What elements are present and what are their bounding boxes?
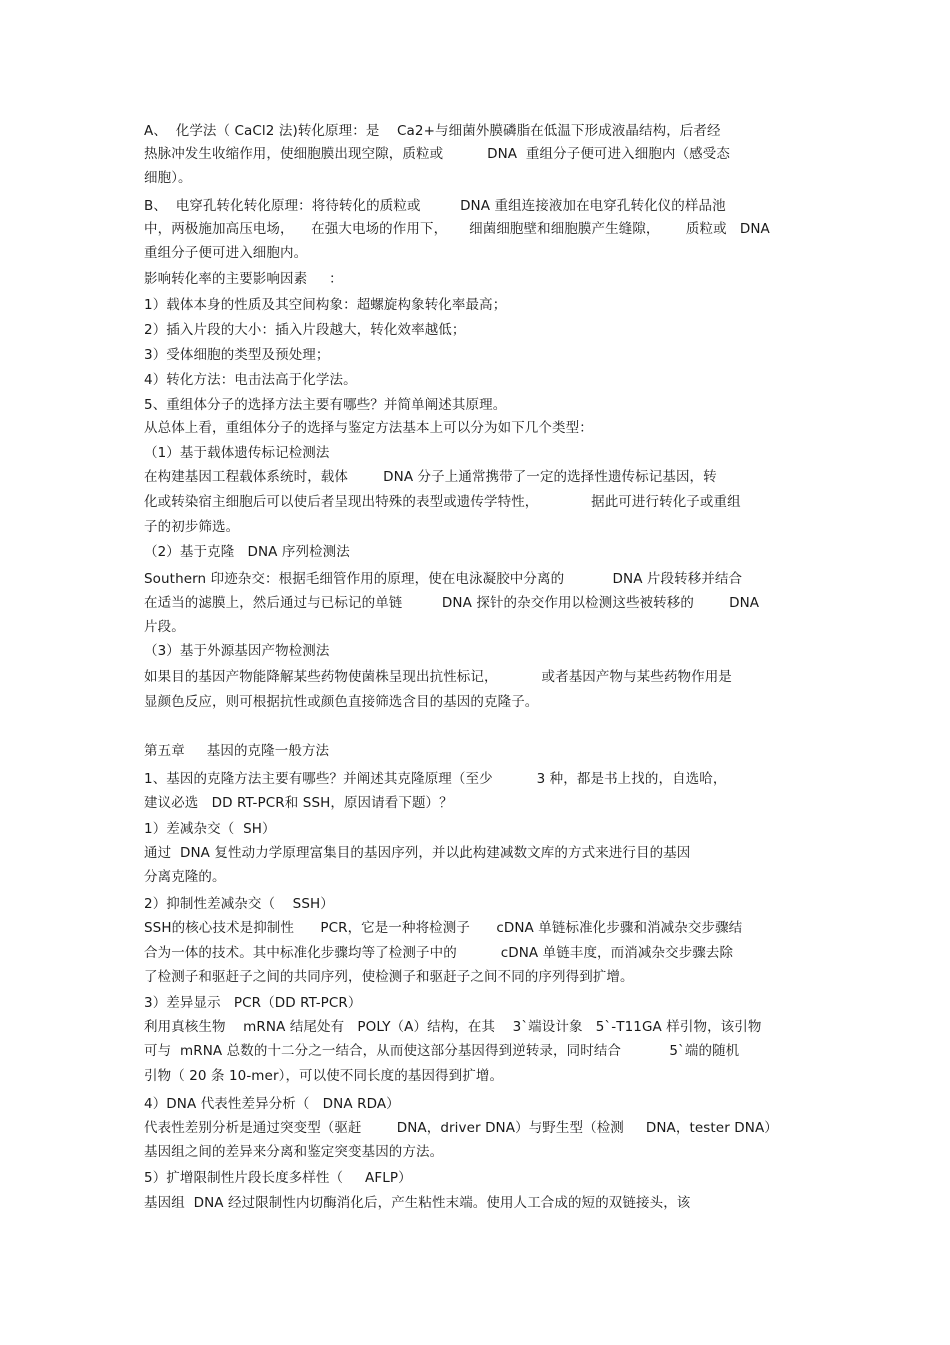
text-line: 基因组之间的差异来分离和鉴定突变基因的方法。	[144, 1144, 444, 1160]
text-line: 代表性差别分析是通过突变型（驱赶 DNA，driver DNA）与野生型（检测 DNA，tester DNA）	[144, 1120, 778, 1136]
text-line: 影响转化率的主要影响因素 ：	[144, 271, 343, 287]
text-line: 第五章 基因的克隆一般方法	[144, 743, 330, 759]
text-line: 5）扩增限制性片段长度多样性（ AFLP）	[144, 1170, 412, 1186]
text-line: （2）基于克隆 DNA 序列检测法	[144, 544, 350, 560]
text-line: 可与 mRNA 总数的十二分之一结合，从而使这部分基因得到逆转录，同时结合 5`端的随机	[144, 1043, 740, 1059]
text-line: 中，两极施加高压电场， 在强大电场的作用下， 细菌细胞壁和细胞膜产生缝隙， 质粒或 DNA	[144, 221, 770, 237]
text-line: 1）差减杂交（ SH）	[144, 821, 276, 837]
text-line: 通过 DNA 复性动力学原理富集目的基因序列，并以此构建减数文库的方式来进行目的基因	[144, 845, 691, 861]
text-line: A、 化学法（ CaCl2 法)转化原理：是 Ca2+与细菌外膜磷脂在低温下形成液晶结构，后者经	[144, 123, 721, 139]
text-line: 4）DNA 代表性差异分析（ DNA RDA）	[144, 1096, 400, 1112]
text-line: （3）基于外源基因产物检测法	[144, 643, 330, 659]
text-line: 在适当的滤膜上，然后通过与已标记的单链 DNA 探针的杂交作用以检测这些被转移的 DNA	[144, 595, 760, 611]
text-line: 热脉冲发生收缩作用，使细胞膜出现空隙，质粒或 DNA 重组分子便可进入细胞内（感受态	[144, 146, 730, 162]
text-line: 细胞）。	[144, 170, 192, 186]
text-line: 如果目的基因产物能降解某些药物使菌株呈现出抗性标记， 或者基因产物与某些药物作用是	[144, 669, 732, 685]
text-line: 重组分子便可进入细胞内。	[144, 245, 308, 261]
text-line: 3）差异显示 PCR（DD RT-PCR）	[144, 995, 362, 1011]
text-line: 化或转染宿主细胞后可以使后者呈现出特殊的表型或遗传学特性， 据此可进行转化子或重组	[144, 494, 741, 510]
text-line: 从总体上看，重组体分子的选择与鉴定方法基本上可以分为如下几个类型：	[144, 420, 593, 436]
text-line: 建议必选 DD RT-PCR和 SSH，原因请看下题）？	[144, 795, 453, 811]
text-line: 子的初步筛选。	[144, 519, 240, 535]
text-line: 2）抑制性差减杂交（ SSH）	[144, 896, 334, 912]
text-line: 基因组 DNA 经过限制性内切酶消化后，产生粘性末端。使用人工合成的短的双链接头，该	[144, 1195, 691, 1211]
text-line: SSH的核心技术是抑制性 PCR，它是一种将检测子 cDNA 单链标准化步骤和消减杂交步骤结	[144, 920, 743, 936]
text-line: 了检测子和驱赶子之间的共同序列，使检测子和驱赶子之间不同的序列得到扩增。	[144, 969, 634, 985]
text-line: 引物（ 20 条 10-mer），可以使不同长度的基因得到扩增。	[144, 1068, 504, 1084]
text-line: B、 电穿孔转化转化原理：将待转化的质粒或 DNA 重组连接液加在电穿孔转化仪的样品池	[144, 198, 726, 214]
text-line: 5、重组体分子的选择方法主要有哪些？并简单阐述其原理。	[144, 397, 507, 413]
text-line: 利用真核生物 mRNA 结尾处有 POLY（A）结构，在其 3`端设计象 5`-T11GA 样引物，该引物	[144, 1019, 762, 1035]
text-line: （1）基于载体遗传标记检测法	[144, 445, 330, 461]
text-line: Southern 印迹杂交：根据毛细管作用的原理，使在电泳凝胶中分离的 DNA 片段转移并结合	[144, 571, 743, 587]
text-line: 1）载体本身的性质及其空间构象：超螺旋构象转化率最高；	[144, 297, 507, 313]
text-line: 显颜色反应，则可根据抗性或颜色直接筛选含目的基因的克隆子。	[144, 694, 539, 710]
text-line: 3）受体细胞的类型及预处理；	[144, 347, 330, 363]
text-line: 4）转化方法：电击法高于化学法。	[144, 372, 357, 388]
text-line: 2）插入片段的大小：插入片段越大，转化效率越低；	[144, 322, 466, 338]
text-line: 分离克隆的。	[144, 869, 226, 885]
text-line: 合为一体的技术。其中标准化步骤均等了检测子中的 cDNA 单链丰度，而消减杂交步骤去除	[144, 945, 734, 961]
text-line: 片段。	[144, 619, 185, 635]
text-line: 在构建基因工程载体系统时，载体 DNA 分子上通常携带了一定的选择性遗传标记基因，转	[144, 469, 717, 485]
text-line: 1、基因的克隆方法主要有哪些？并阐述其克隆原理（至少 3 种，都是书上找的，自选哈，	[144, 771, 727, 787]
